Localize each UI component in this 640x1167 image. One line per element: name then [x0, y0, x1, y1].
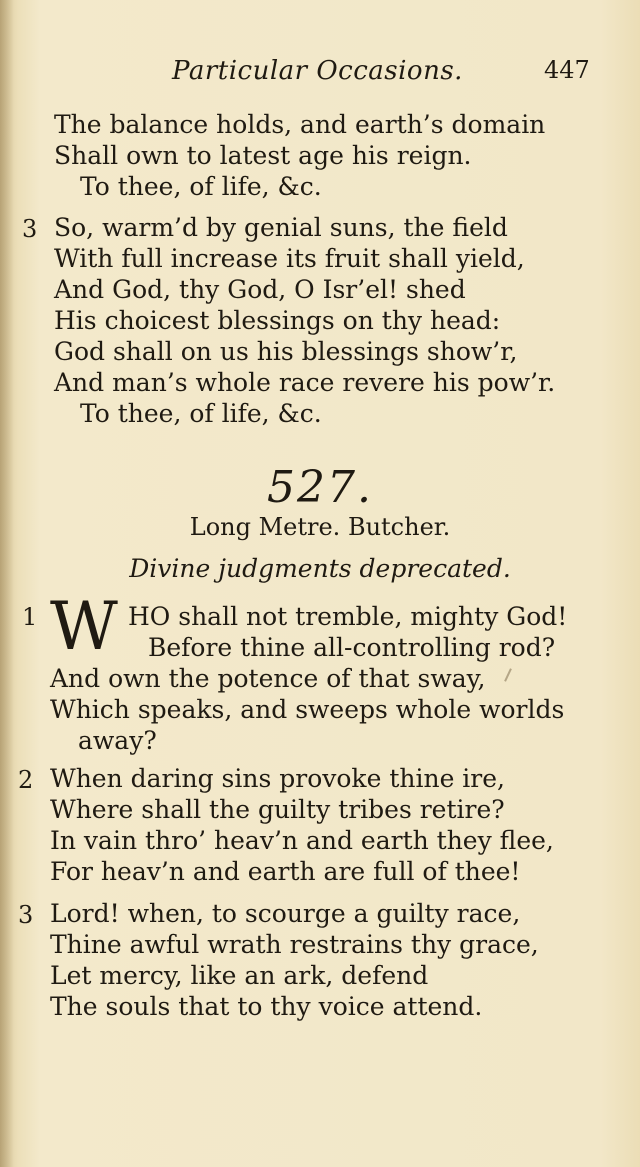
verse-line: HO shall not tremble, mighty God! [128, 602, 568, 631]
verse-line: With full increase its fruit shall yield, [54, 244, 525, 273]
stanza-number: 1 [22, 603, 38, 631]
stanza-number: 3 [18, 901, 34, 929]
stanza-number: 3 [22, 215, 38, 243]
hymn-number: 527. [267, 462, 373, 513]
verse-line: When daring sins provoke thine ire, [50, 764, 505, 793]
verse-line: away? [78, 726, 157, 755]
verse-line: Shall own to latest age his reign. [54, 141, 472, 170]
verse-line: For heav’n and earth are full of thee! [50, 857, 521, 886]
running-head: Particular Occasions. [172, 56, 463, 86]
page-header [0, 52, 640, 92]
stanza-number: 2 [18, 766, 34, 794]
verse-line: And God, thy God, O Isr’el! shed [54, 275, 466, 304]
verse-line: Which speaks, and sweeps whole worlds [50, 695, 565, 724]
gutter-shadow [0, 0, 14, 1167]
verse-line: In vain thro’ heav’n and earth they flee, [50, 826, 554, 855]
verse-line: His choicest blessings on thy head: [54, 306, 501, 335]
verse-line: Thine awful wrath restrains thy grace, [50, 930, 539, 959]
drop-cap: W [50, 588, 118, 665]
tune-heading: Long Metre. Butcher. [189, 513, 451, 541]
verse-line: Lord! when, to scourge a guilty race, [50, 899, 521, 928]
verse-line: Where shall the guilty tribes retire? [50, 795, 505, 824]
verse-line: Let mercy, like an ark, defend [50, 961, 429, 990]
verse-line: So, warm’d by genial suns, the field [54, 213, 508, 242]
verse-line: And own the potence of that sway, [50, 664, 486, 693]
verse-line: The balance holds, and earth’s domain [54, 110, 546, 139]
verse-line: God shall on us his blessings show’r, [54, 337, 518, 366]
page-number: 447 [544, 56, 590, 84]
hymn-subject: Divine judgments deprecated. [129, 554, 511, 583]
verse-line: The souls that to thy voice attend. [50, 992, 483, 1021]
print-speck [504, 668, 512, 682]
refrain-line: To thee, of life, &c. [80, 399, 322, 428]
verse-line: And man’s whole race revere his pow’r. [54, 368, 556, 397]
refrain-line: To thee, of life, &c. [80, 172, 322, 201]
verse-line: Before thine all-controlling rod? [148, 633, 556, 662]
